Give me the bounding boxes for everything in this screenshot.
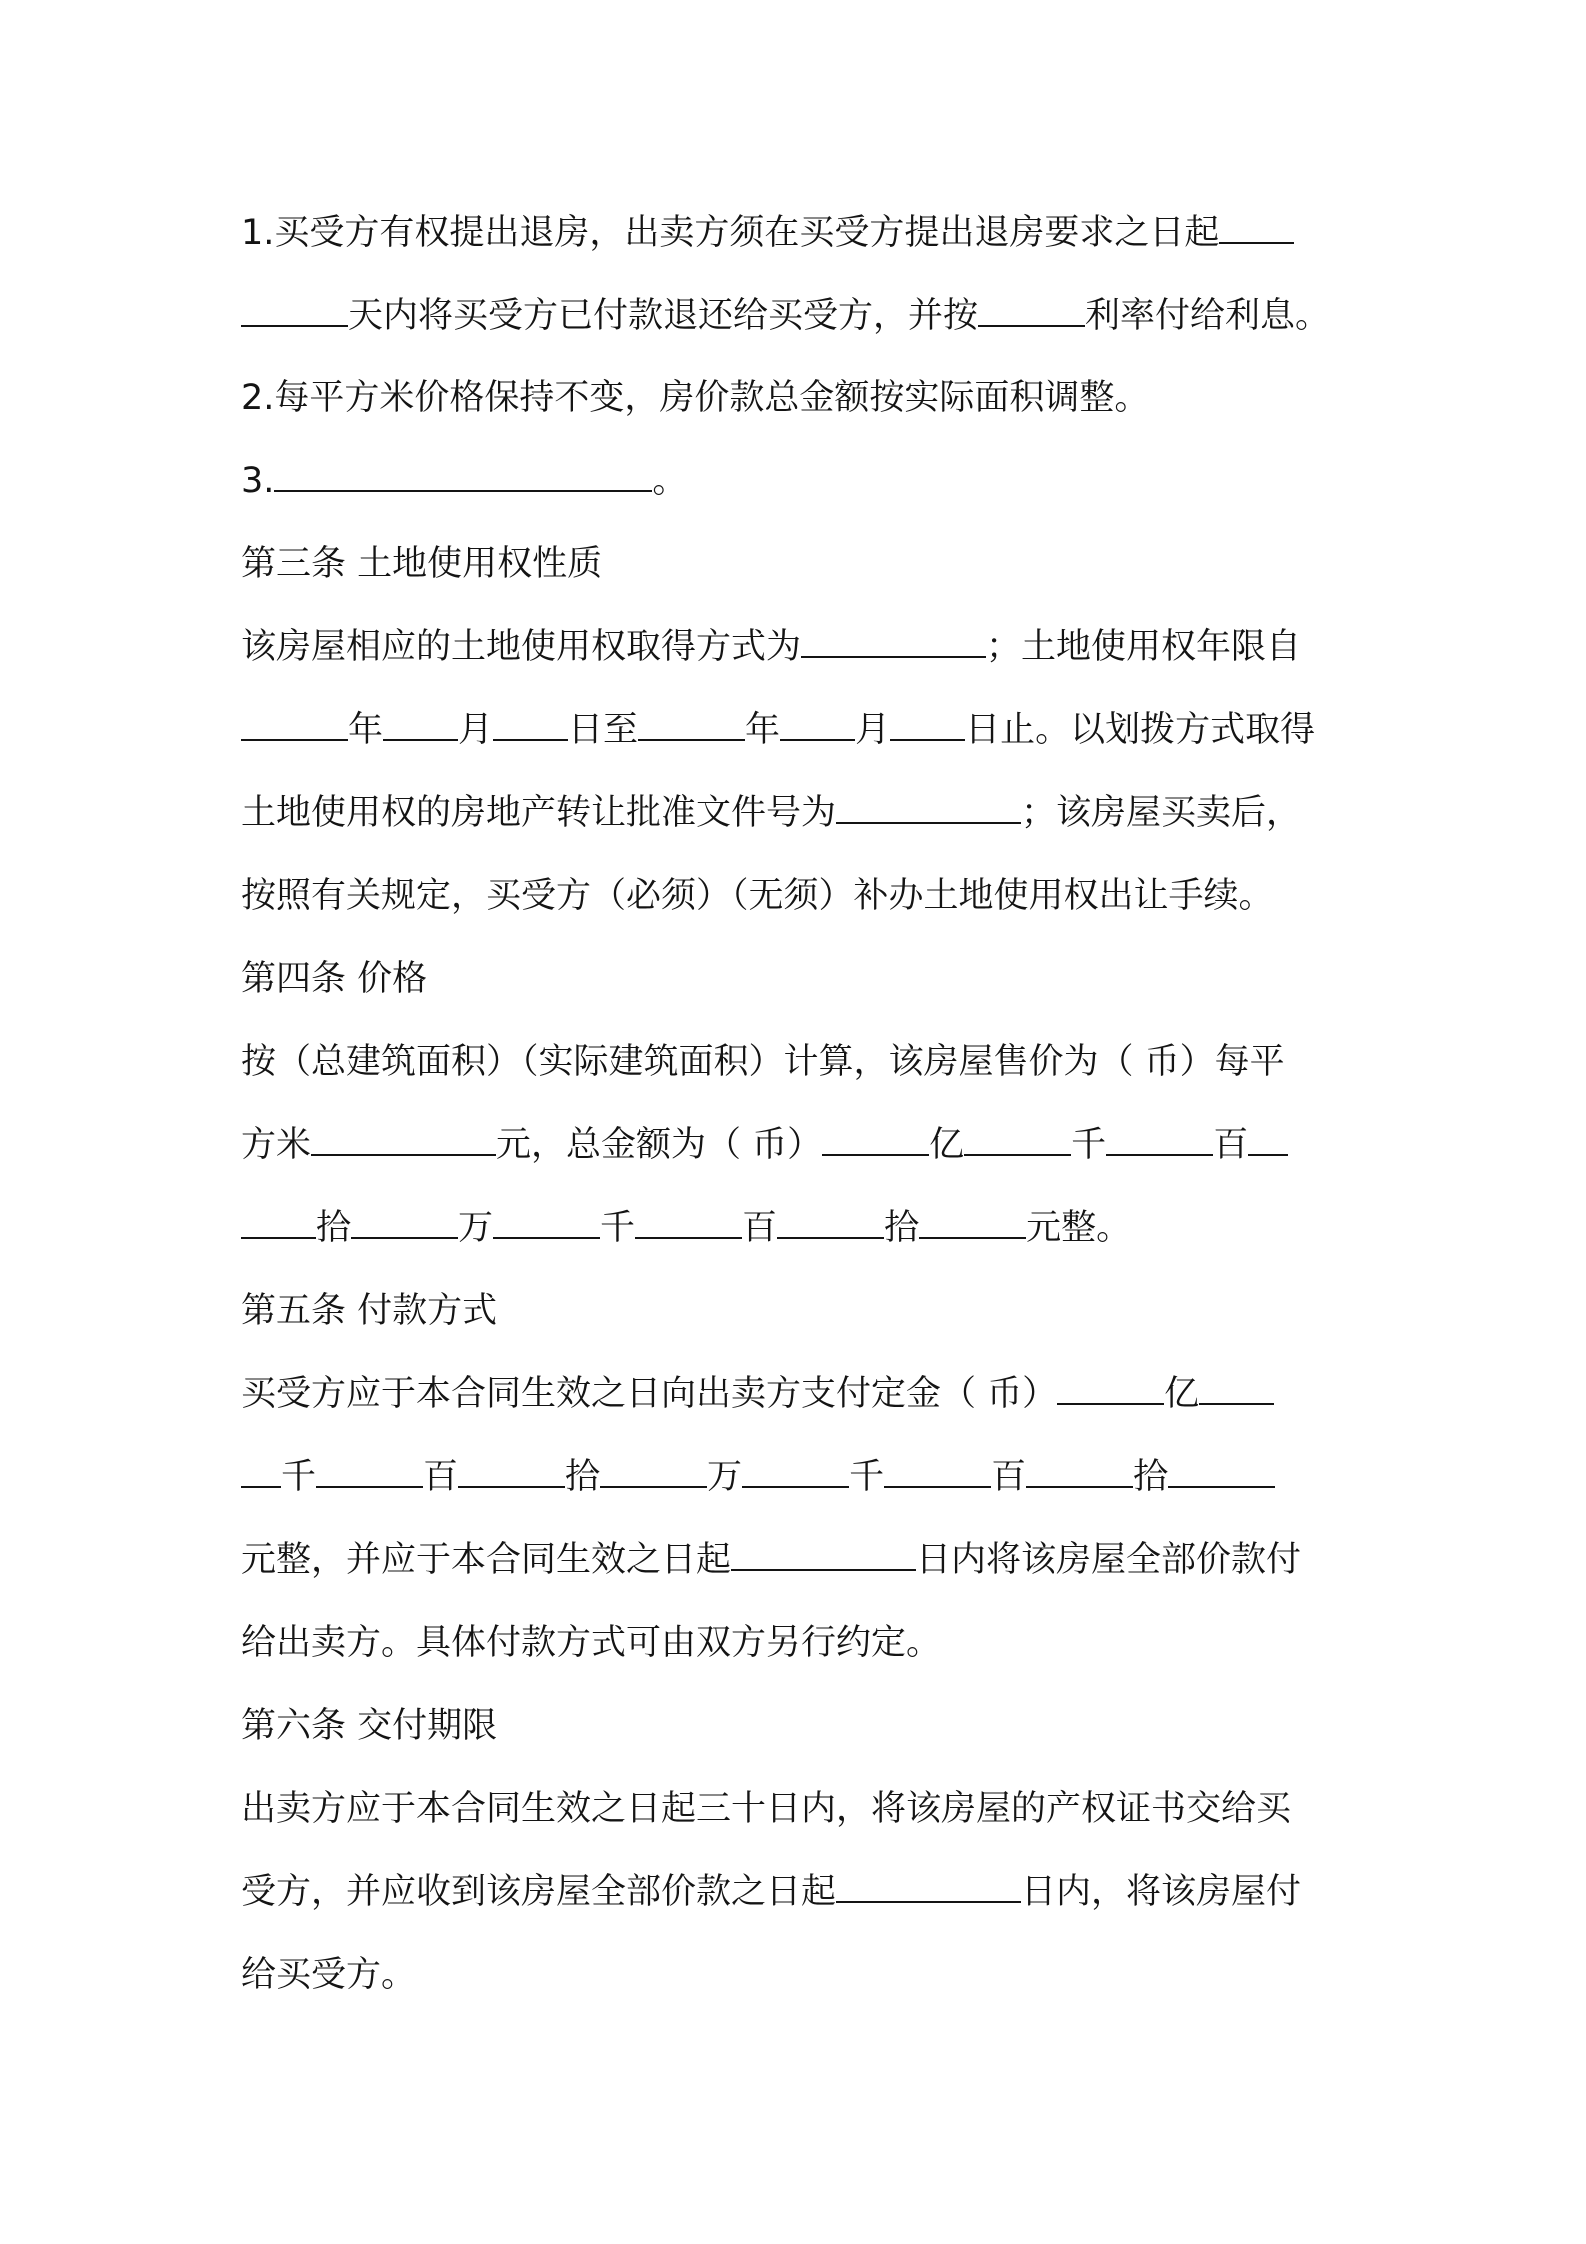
text-run: 第六条 交付期限 <box>241 1706 498 1746</box>
text-run: ；该房屋买卖后， <box>1021 793 1302 833</box>
text-run: 拾 <box>316 1208 352 1248</box>
text-run: 日内将该房屋全部价款付 <box>916 1540 1302 1580</box>
text-run: 土地使用权的房地产转让批准文件号为 <box>241 793 837 833</box>
text-run: 万 <box>707 1457 743 1497</box>
text-run: 买受方应于本合同生效之日向出卖方支付定金（ 币） <box>241 1374 1058 1414</box>
fill-in-blank <box>311 1120 496 1156</box>
text-run: 百 <box>742 1208 778 1248</box>
fill-in-blank <box>1026 1452 1133 1488</box>
text-run: 元，总金额为（ 币） <box>496 1125 823 1165</box>
section-heading <box>241 954 427 1004</box>
fill-in-blank <box>1106 1120 1213 1156</box>
text-line <box>241 1203 1131 1253</box>
fill-in-blank <box>241 1203 316 1239</box>
text-run: 千 <box>849 1457 885 1497</box>
text-line <box>241 1867 1301 1917</box>
text-line <box>241 1037 1285 1087</box>
text-run: 拾 <box>884 1208 920 1248</box>
text-run: 日止。以划拨方式取得 <box>965 710 1316 750</box>
fill-in-blank <box>742 1452 849 1488</box>
text-line <box>241 1535 1301 1585</box>
text-run: 千 <box>1071 1125 1107 1165</box>
text-run: 元整。 <box>1026 1208 1132 1248</box>
text-line <box>241 1369 1274 1419</box>
text-run: 百 <box>991 1457 1027 1497</box>
fill-in-blank <box>884 1452 991 1488</box>
text-run: 1.买受方有权提出退房，出卖方须在买受方提出退房要求之日起 <box>241 213 1220 253</box>
fill-in-blank <box>1199 1369 1274 1405</box>
fill-in-blank <box>635 1203 742 1239</box>
text-run: 日至 <box>568 710 639 750</box>
fill-in-blank <box>458 1452 565 1488</box>
text-run: 百 <box>1213 1125 1249 1165</box>
text-run: 千 <box>600 1208 636 1248</box>
text-line <box>241 291 1330 341</box>
fill-in-blank <box>351 1203 458 1239</box>
text-run: 第五条 付款方式 <box>241 1291 498 1331</box>
section-heading <box>241 1286 497 1336</box>
text-run: 第四条 价格 <box>241 959 428 999</box>
text-run: 给买受方。 <box>241 1955 417 1995</box>
fill-in-blank <box>241 291 348 327</box>
fill-in-blank <box>1219 208 1294 244</box>
text-run: 元整，并应于本合同生效之日起 <box>241 1540 732 1580</box>
text-line <box>241 373 1149 423</box>
fill-in-blank <box>241 1452 281 1488</box>
fill-in-blank <box>274 456 652 492</box>
fill-in-blank <box>493 1203 600 1239</box>
fill-in-blank <box>600 1452 707 1488</box>
text-run: 拾 <box>1133 1457 1169 1497</box>
fill-in-blank <box>890 705 965 741</box>
text-run: 万 <box>458 1208 494 1248</box>
fill-in-blank <box>1168 1452 1275 1488</box>
text-run: 按（总建筑面积）（实际建筑面积）计算，该房屋售价为（ 币）每平 <box>241 1042 1285 1082</box>
text-run: 千 <box>281 1457 317 1497</box>
text-run: 月 <box>855 710 891 750</box>
text-run: 百 <box>423 1457 459 1497</box>
fill-in-blank <box>638 705 745 741</box>
fill-in-blank <box>383 705 458 741</box>
fill-in-blank <box>493 705 568 741</box>
text-run: 3. <box>241 461 275 501</box>
text-run: 受方，并应收到该房屋全部价款之日起 <box>241 1872 837 1912</box>
text-run: 亿 <box>1164 1374 1200 1414</box>
fill-in-blank <box>978 291 1085 327</box>
text-run: 拾 <box>565 1457 601 1497</box>
fill-in-blank <box>241 705 348 741</box>
text-line <box>241 456 687 506</box>
text-run: 天内将买受方已付款退还给买受方，并按 <box>348 296 979 336</box>
fill-in-blank <box>1057 1369 1164 1405</box>
text-run: 按照有关规定，买受方（必须）（无须）补办土地使用权出让手续。 <box>241 876 1274 916</box>
text-line <box>241 705 1315 755</box>
text-run: 给出卖方。具体付款方式可由双方另行约定。 <box>241 1623 942 1663</box>
text-run: 第三条 土地使用权性质 <box>241 544 603 584</box>
text-line <box>241 1618 941 1668</box>
fill-in-blank <box>836 1867 1021 1903</box>
fill-in-blank <box>801 622 986 658</box>
fill-in-blank <box>919 1203 1026 1239</box>
fill-in-blank <box>731 1535 916 1571</box>
text-run: 2.每平方米价格保持不变，房价款总金额按实际面积调整。 <box>241 378 1150 418</box>
fill-in-blank <box>964 1120 1071 1156</box>
text-line <box>241 788 1301 838</box>
fill-in-blank <box>822 1120 929 1156</box>
text-run: ；土地使用权年限自 <box>986 627 1302 667</box>
text-run: 。 <box>652 461 688 501</box>
fill-in-blank <box>1248 1120 1288 1156</box>
text-line <box>241 208 1294 258</box>
text-run: 出卖方应于本合同生效之日起三十日内，将该房屋的产权证书交给买 <box>241 1789 1292 1829</box>
text-line <box>241 622 1301 672</box>
text-line <box>241 1950 416 2000</box>
text-line <box>241 1452 1275 1502</box>
fill-in-blank <box>836 788 1021 824</box>
text-line <box>241 1120 1288 1170</box>
fill-in-blank <box>780 705 855 741</box>
text-run: 该房屋相应的土地使用权取得方式为 <box>241 627 802 667</box>
text-run: 方米 <box>241 1125 312 1165</box>
fill-in-blank <box>316 1452 423 1488</box>
text-run: 年 <box>745 710 781 750</box>
text-run: 日内，将该房屋付 <box>1021 1872 1302 1912</box>
text-run: 亿 <box>929 1125 965 1165</box>
fill-in-blank <box>777 1203 884 1239</box>
text-run: 年 <box>348 710 384 750</box>
section-heading <box>241 539 602 589</box>
text-line <box>241 1784 1291 1834</box>
text-line <box>241 871 1274 921</box>
text-run: 利率付给利息。 <box>1085 296 1331 336</box>
text-run: 月 <box>458 710 494 750</box>
section-heading <box>241 1701 497 1751</box>
